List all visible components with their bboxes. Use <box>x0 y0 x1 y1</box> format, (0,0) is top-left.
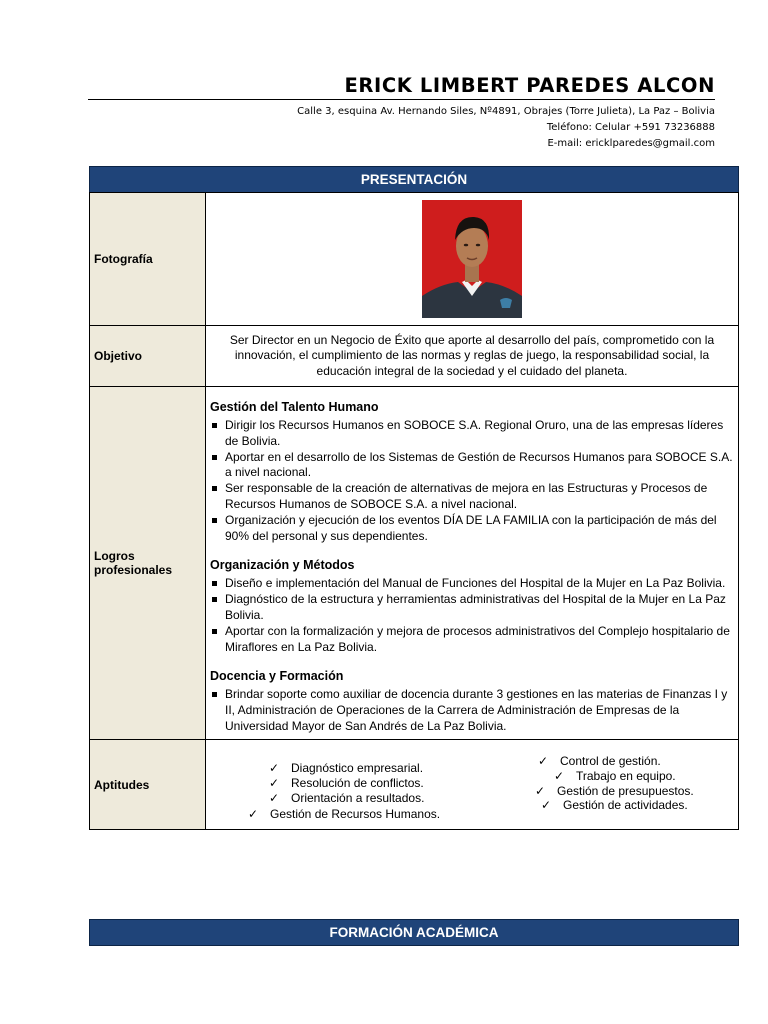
list-item: Brindar soporte como auxiliar de docencia durante 3 gestiones en las materias de Finanzas I y II, Administración de Operaciones de la Carrera de Administración de Empresas de la Universidad Mayor de San Andrés de La Paz Bolivia. <box>210 687 734 734</box>
aptitude-item: ✓ Control de gestión. <box>538 753 661 768</box>
person-portrait-icon <box>422 200 522 318</box>
list-item: Organización y ejecución de los eventos DÍA DE LA FAMILIA con la participación de más del 90% del personal y sus dependientes. <box>210 513 734 545</box>
list-item: Aportar en el desarrollo de los Sistemas de Gestión de Recursos Humanos para SOBOCE S.A. a nivel nacional. <box>210 450 734 482</box>
logros-organizacion-list <box>210 576 734 655</box>
checkmark-icon: ✓ <box>538 753 549 768</box>
logros-organizacion-title: Organización y Métodos <box>210 558 355 573</box>
aptitude-item: ✓ Gestión de actividades. <box>541 797 688 812</box>
section-header-presentacion: PRESENTACIÓN <box>89 166 739 193</box>
checkmark-icon: ✓ <box>535 783 546 798</box>
checkmark-icon: ✓ <box>269 790 280 805</box>
header-divider <box>88 99 715 100</box>
label-fotografia: Fotografía <box>90 193 206 326</box>
objetivo-text: Ser Director en un Negocio de Éxito que aporte al desarrollo del país, comprometido con la innovación, el cumplimiento de las normas y reglas de juego, la responsabilidad social, la educación integral de la sociedad y el cuidado del planeta. <box>206 326 739 387</box>
logros-cell <box>206 387 739 740</box>
list-item: Diagnóstico de la estructura y herramientas administrativas del Hospital de la Mujer en La Paz Bolivia. <box>210 592 734 624</box>
checkmark-icon: ✓ <box>554 768 565 783</box>
email-line: E-mail: ericklparedes@gmail.com <box>547 138 715 149</box>
aptitude-item: ✓ Gestión de Recursos Humanos. <box>248 806 441 821</box>
logros-talento-title: Gestión del Talento Humano <box>210 400 379 414</box>
logros-talento-list <box>210 418 734 544</box>
checkmark-icon: ✓ <box>541 797 552 812</box>
checkmark-icon: ✓ <box>269 775 280 790</box>
presentation-table <box>89 192 739 830</box>
logros-docencia-title: Docencia y Formación <box>210 669 344 684</box>
photo-cell <box>206 193 739 326</box>
logros-docencia-list <box>210 687 734 734</box>
aptitude-item: ✓ Resolución de conflictos. <box>269 775 424 790</box>
aptitude-item: ✓ Orientación a resultados. <box>269 790 425 805</box>
list-item: Diseño e implementación del Manual de Funciones del Hospital de la Mujer en La Paz Bolivia. <box>210 576 734 592</box>
aptitude-item: ✓ Gestión de presupuestos. <box>535 783 694 798</box>
profile-photo <box>422 200 522 318</box>
list-item: Dirigir los Recursos Humanos en SOBOCE S.A. Regional Oruro, una de las empresas líderes de Bolivia. <box>210 418 734 450</box>
label-aptitudes: Aptitudes <box>90 740 206 830</box>
aptitude-item: ✓ Diagnóstico empresarial. <box>269 760 424 775</box>
label-objetivo: Objetivo <box>90 326 206 387</box>
row-logros <box>90 387 739 740</box>
section-header-formacion: FORMACIÓN ACADÉMICA <box>89 919 739 946</box>
aptitude-item: ✓ Trabajo en equipo. <box>554 768 676 783</box>
phone-line: Teléfono: Celular +591 73236888 <box>546 122 715 133</box>
aptitudes-cell <box>206 740 739 830</box>
address-line: Calle 3, esquina Av. Hernando Siles, Nº4891, Obrajes (Torre Julieta), La Paz – Bolivia <box>297 106 715 117</box>
list-item: Ser responsable de la creación de alternativas de mejora en las Estructuras y Procesos de Recursos Humanos de SOBOCE S.A. a nivel nacional. <box>210 481 734 513</box>
row-objetivo <box>90 326 739 387</box>
list-item: Aportar con la formalización y mejora de procesos administrativos del Complejo hospitalario de Miraflores en La Paz Bolivia. <box>210 624 734 656</box>
row-fotografia <box>90 193 739 326</box>
candidate-name: ERICK LIMBERT PAREDES ALCON <box>344 74 715 97</box>
row-aptitudes <box>90 740 739 830</box>
checkmark-icon: ✓ <box>269 760 280 775</box>
label-logros: Logros profesionales <box>90 387 206 740</box>
checkmark-icon: ✓ <box>248 806 259 821</box>
